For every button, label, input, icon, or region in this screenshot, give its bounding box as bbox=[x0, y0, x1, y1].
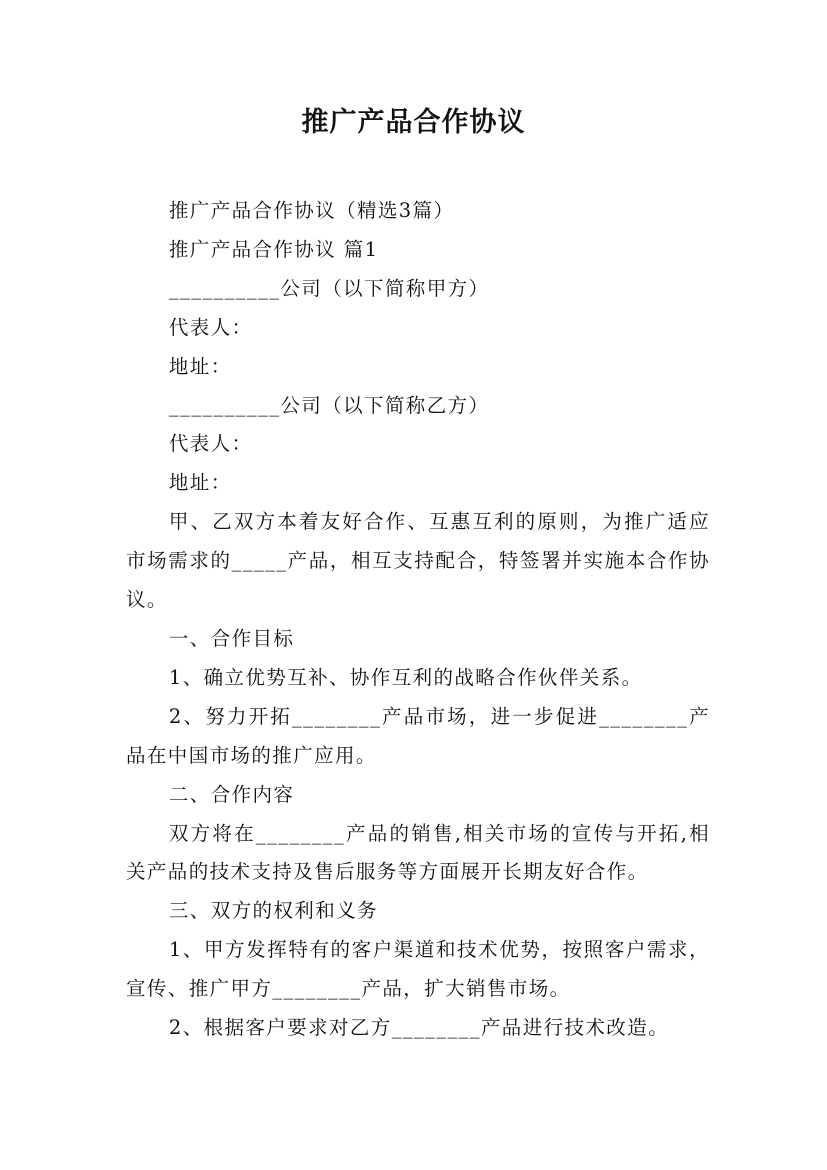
document-body bbox=[126, 192, 710, 1048]
paragraph-rights-1: 1、甲方发挥特有的客户渠道和技术优势，按照客户需求，宣传、推广甲方________产品，扩大销售市场。 bbox=[126, 938, 710, 1001]
section-heading-goals: 一、合作目标 bbox=[168, 626, 295, 650]
paragraph-party-a: __________公司（以下简称甲方） bbox=[168, 276, 490, 300]
paragraph-party-b-address: 地址： bbox=[168, 471, 232, 495]
paragraph-party-a-address: 地址： bbox=[168, 354, 232, 378]
paragraph-subtitle: 推广产品合作协议（精选3篇） bbox=[168, 199, 455, 222]
paragraph-goal-1: 1、确立优势互补、协作互利的战略合作伙伴关系。 bbox=[168, 665, 643, 689]
paragraph-goal-2: 2、努力开拓________产品市场，进一步促进________产品在中国市场的推广应用。 bbox=[126, 704, 710, 767]
paragraph-party-a-representative: 代表人： bbox=[168, 315, 253, 339]
paragraph-article-heading: 推广产品合作协议 篇1 bbox=[168, 237, 379, 261]
paragraph-party-b: __________公司（以下简称乙方） bbox=[168, 393, 490, 417]
paragraph-party-b-representative: 代表人： bbox=[168, 432, 253, 456]
document-title: 推广产品合作协议 bbox=[301, 107, 526, 138]
section-heading-rights: 三、双方的权利和义务 bbox=[168, 899, 378, 923]
paragraph-rights-2: 2、根据客户要求对乙方________产品进行技术改造。 bbox=[168, 1016, 669, 1040]
paragraph-preamble: 甲、乙双方本着友好合作、互惠互利的原则，为推广适应市场需求的_____产品，相互支持配合，特签署并实施本合作协议。 bbox=[126, 510, 710, 612]
paragraph-content: 双方将在________产品的销售,相关市场的宣传与开拓,相关产品的技术支持及售后服务等方面展开长期友好合作。 bbox=[126, 821, 710, 884]
section-heading-content: 二、合作内容 bbox=[168, 782, 295, 806]
